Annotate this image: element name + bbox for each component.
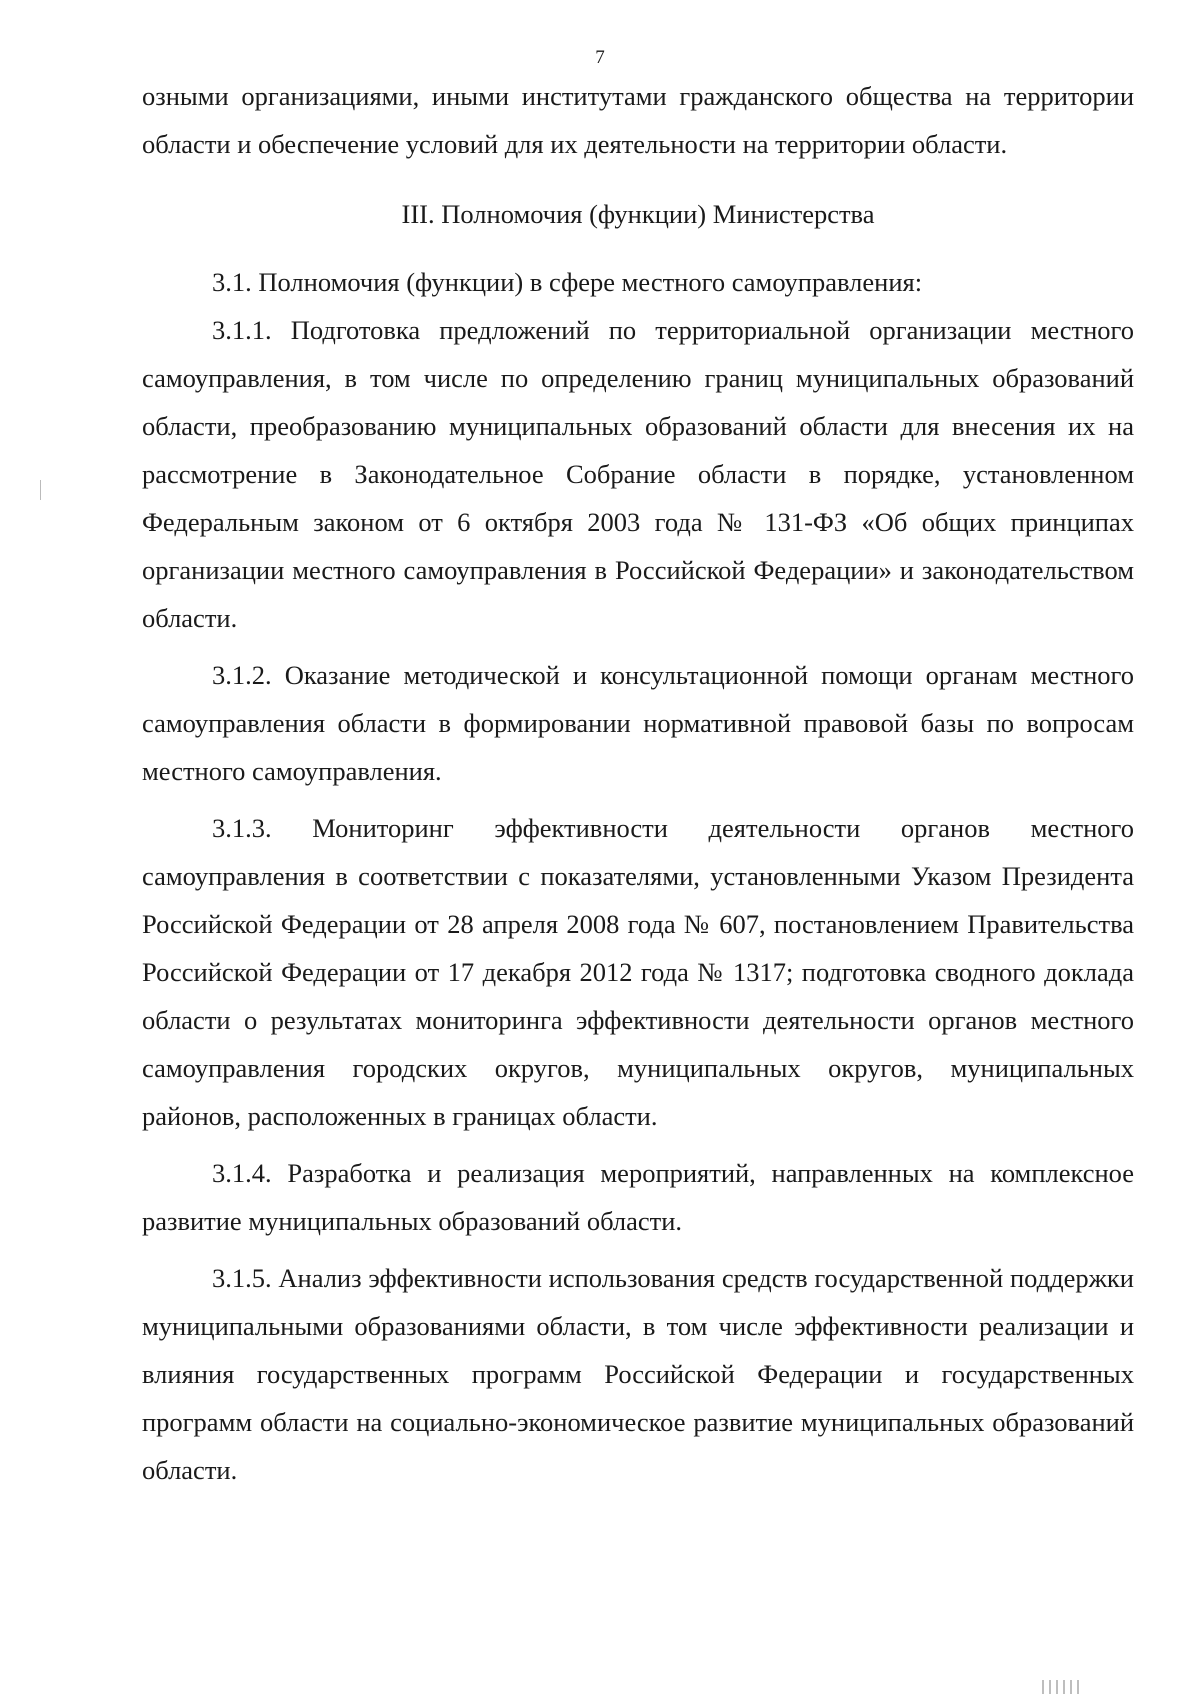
paragraph-3-1: 3.1. Полномочия (функции) в сфере местного самоуправления: — [212, 267, 923, 297]
page-number: 7 — [595, 47, 605, 68]
paragraph-3-1-4: 3.1.4. Разработка и реализация мероприятий, направленных на комплексное развитие муниципальных образований области. — [142, 1158, 1134, 1236]
paragraph-3-1-3: 3.1.3. Мониторинг эффективности деятельности органов местного самоуправления в соответствии с показателями, установленными Указом Президента Российской Федерации от 28 апреля 2008 года № 607, постановлением Правительства Российской Федерации от 17 декабря 2012 года № 1317; подготовка сводного доклада области о результатах мониторинга эффективности деятельности органов местного самоуправления городских округов, муниципальных округов, муниципальных районов, расположенных в границах области. — [142, 813, 1134, 1131]
paragraph-3-1-5: 3.1.5. Анализ эффективности использования средств государственной поддержки муниципальными образованиями области, в том числе эффективности реализации и влияния государственных программ Российской Федерации и государственных программ области на социально-экономическое развитие муниципальных образований области. — [142, 1263, 1134, 1485]
continuation-paragraph: озными организациями, иными институтами гражданского общества на территории области и обеспечение условий для их деятельности на территории области. — [142, 81, 1134, 159]
section-heading: III. Полномочия (функции) Министерства — [401, 199, 875, 229]
scan-artifact — [40, 480, 41, 500]
document-body — [142, 72, 1134, 1494]
paragraph-3-1-1: 3.1.1. Подготовка предложений по территориальной организации местного самоуправления, в том числе по определению границ муниципальных образований области, преобразованию муниципальных образований области для внесения их на рассмотрение в Законодательное Собрание области в порядке, установленном Федеральным законом от 6 октября 2003 года № 131-ФЗ «Об общих принципах организации местного самоуправления в Российской Федерации» и законодательством области. — [142, 315, 1134, 633]
paragraph-3-1-2: 3.1.2. Оказание методической и консультационной помощи органам местного самоуправления области в формировании нормативной правовой базы по вопросам местного самоуправления. — [142, 660, 1134, 786]
scan-barcode-mark — [1042, 1680, 1082, 1694]
